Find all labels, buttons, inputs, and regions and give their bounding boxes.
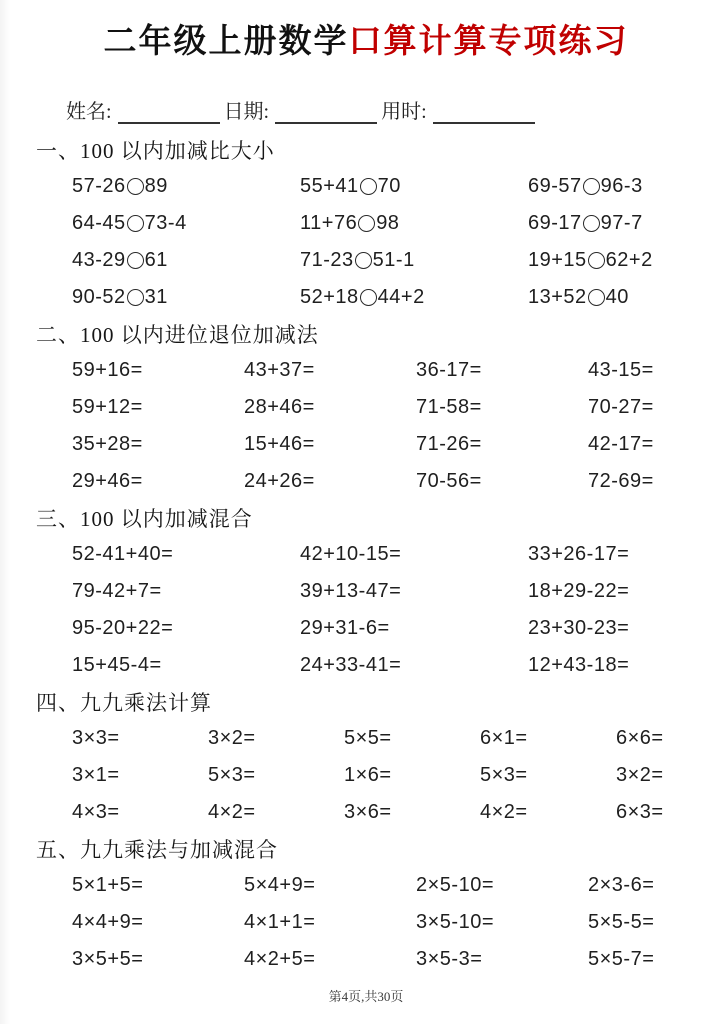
expression-right: 73-4 <box>144 212 187 234</box>
problem <box>72 279 300 316</box>
comparison-circle <box>127 289 144 306</box>
problem: 4×1+1= <box>244 911 316 933</box>
comparison-circle <box>127 215 144 232</box>
section-heading: 三、100 以内加减混合 <box>36 507 253 531</box>
problem: 5×5-5= <box>588 911 655 933</box>
problem: 33+26-17= <box>528 543 630 565</box>
problem: 72-69= <box>588 470 654 492</box>
expression-right: 62+2 <box>605 249 653 271</box>
problem: 1×6= <box>344 764 392 786</box>
name-blank-line <box>118 102 220 124</box>
date-label: 日期: <box>223 101 270 123</box>
title-red-part: 口算计算专项练习 <box>348 24 629 60</box>
problem: 39+13-47= <box>300 580 402 602</box>
problem: 29+31-6= <box>300 617 390 639</box>
problem: 59+16= <box>72 359 143 381</box>
comparison-circle <box>583 178 600 195</box>
section-heading: 四、九九乘法计算 <box>36 691 212 715</box>
problem: 18+29-22= <box>528 580 630 602</box>
section-heading: 二、100 以内进位退位加减法 <box>36 323 319 347</box>
expression-left: 57-26 <box>72 175 126 197</box>
problem: 5×4+9= <box>244 874 316 896</box>
student-info-row <box>66 96 696 124</box>
problem-grid <box>72 720 696 831</box>
expression-left: 19+15 <box>528 249 587 271</box>
section-3 <box>36 504 696 684</box>
problem: 5×3= <box>480 764 528 786</box>
section-2 <box>36 320 696 500</box>
problem-grid <box>72 867 696 978</box>
problem <box>300 242 528 279</box>
expression-right: 61 <box>144 249 168 271</box>
problem <box>528 168 696 205</box>
page-title <box>36 22 696 62</box>
section-heading: 一、100 以内加减比大小 <box>36 139 275 163</box>
comparison-circle <box>360 178 377 195</box>
expression-left: 69-57 <box>528 175 582 197</box>
expression-left: 11+76 <box>300 212 358 234</box>
problem: 3×5-10= <box>416 911 495 933</box>
problem: 3×2= <box>208 727 256 749</box>
expression-left: 64-45 <box>72 212 126 234</box>
problem <box>528 279 696 316</box>
expression-left: 55+41 <box>300 175 359 197</box>
problem: 15+45-4= <box>72 654 162 676</box>
problem: 70-27= <box>588 396 654 418</box>
problem: 4×2+5= <box>244 948 316 970</box>
problem: 2×5-10= <box>416 874 495 896</box>
problem: 42-17= <box>588 433 654 455</box>
name-field-group <box>66 95 220 124</box>
expression-right: 44+2 <box>377 286 425 308</box>
problem <box>300 279 528 316</box>
problem: 71-58= <box>416 396 482 418</box>
section-4 <box>36 688 696 831</box>
expression-left: 71-23 <box>300 249 354 271</box>
problem: 35+28= <box>72 433 143 455</box>
comparison-circle <box>355 252 372 269</box>
problem: 2×3-6= <box>588 874 655 896</box>
problem <box>72 168 300 205</box>
comparison-circle <box>583 215 600 232</box>
time-used-label: 用时: <box>381 101 427 123</box>
problem: 71-26= <box>416 433 482 455</box>
page-number: 第4页,共30页 <box>328 989 404 1004</box>
problem <box>72 205 300 242</box>
problem: 43+37= <box>244 359 315 381</box>
problem: 3×3= <box>72 727 120 749</box>
problem <box>528 242 696 279</box>
problem: 24+26= <box>244 470 315 492</box>
comparison-circle <box>127 252 144 269</box>
expression-right: 51-1 <box>372 249 415 271</box>
comparison-circle <box>588 289 605 306</box>
expression-right: 98 <box>376 212 400 234</box>
expression-left: 13+52 <box>528 286 587 308</box>
problem: 3×5+5= <box>72 948 144 970</box>
expression-right: 31 <box>144 286 168 308</box>
expression-right: 89 <box>144 175 168 197</box>
problem: 3×6= <box>344 801 392 823</box>
problem: 79-42+7= <box>72 580 162 602</box>
problem-grid <box>72 168 696 316</box>
problem: 5×1+5= <box>72 874 144 896</box>
problem: 3×1= <box>72 764 120 786</box>
problem: 12+43-18= <box>528 654 630 676</box>
problem: 4×2= <box>208 801 256 823</box>
section-5 <box>36 835 696 978</box>
problem: 4×4+9= <box>72 911 144 933</box>
date-field-group <box>224 95 378 124</box>
expression-left: 52+18 <box>300 286 359 308</box>
expression-left: 90-52 <box>72 286 126 308</box>
problem: 4×3= <box>72 801 120 823</box>
comparison-circle <box>127 178 144 195</box>
comparison-circle <box>360 289 377 306</box>
problem-grid <box>72 352 696 500</box>
problem: 59+12= <box>72 396 143 418</box>
problem <box>300 205 528 242</box>
problem <box>72 242 300 279</box>
problem: 29+46= <box>72 470 143 492</box>
problem: 5×5= <box>344 727 392 749</box>
problem: 5×3= <box>208 764 256 786</box>
expression-right: 97-7 <box>600 212 643 234</box>
expression-right: 40 <box>605 286 629 308</box>
expression-left: 43-29 <box>72 249 126 271</box>
problem: 70-56= <box>416 470 482 492</box>
comparison-circle <box>358 215 375 232</box>
section-heading: 五、九九乘法与加减混合 <box>36 838 278 862</box>
problem <box>528 205 696 242</box>
problem: 6×1= <box>480 727 528 749</box>
problem-grid <box>72 536 696 684</box>
problem: 28+46= <box>244 396 315 418</box>
problem: 36-17= <box>416 359 482 381</box>
problem <box>300 168 528 205</box>
problem: 5×5-7= <box>588 948 655 970</box>
problem: 4×2= <box>480 801 528 823</box>
expression-left: 69-17 <box>528 212 582 234</box>
problem: 23+30-23= <box>528 617 630 639</box>
problem: 6×3= <box>616 801 664 823</box>
expression-right: 96-3 <box>600 175 643 197</box>
problem: 15+46= <box>244 433 315 455</box>
problem: 42+10-15= <box>300 543 402 565</box>
problem: 52-41+40= <box>72 543 174 565</box>
problem: 3×5-3= <box>416 948 483 970</box>
time-used-field-group <box>381 95 535 124</box>
expression-right: 70 <box>377 175 401 197</box>
date-blank-line <box>275 102 377 124</box>
problem: 3×2= <box>616 764 664 786</box>
sections-container <box>36 136 696 978</box>
comparison-circle <box>588 252 605 269</box>
problem: 24+33-41= <box>300 654 402 676</box>
problem: 6×6= <box>616 727 664 749</box>
name-label: 姓名: <box>66 101 112 123</box>
time-used-blank-line <box>433 102 535 124</box>
problem: 43-15= <box>588 359 654 381</box>
problem: 95-20+22= <box>72 617 174 639</box>
title-black-part: 二年级上册数学 <box>103 24 349 60</box>
section-1 <box>36 136 696 316</box>
